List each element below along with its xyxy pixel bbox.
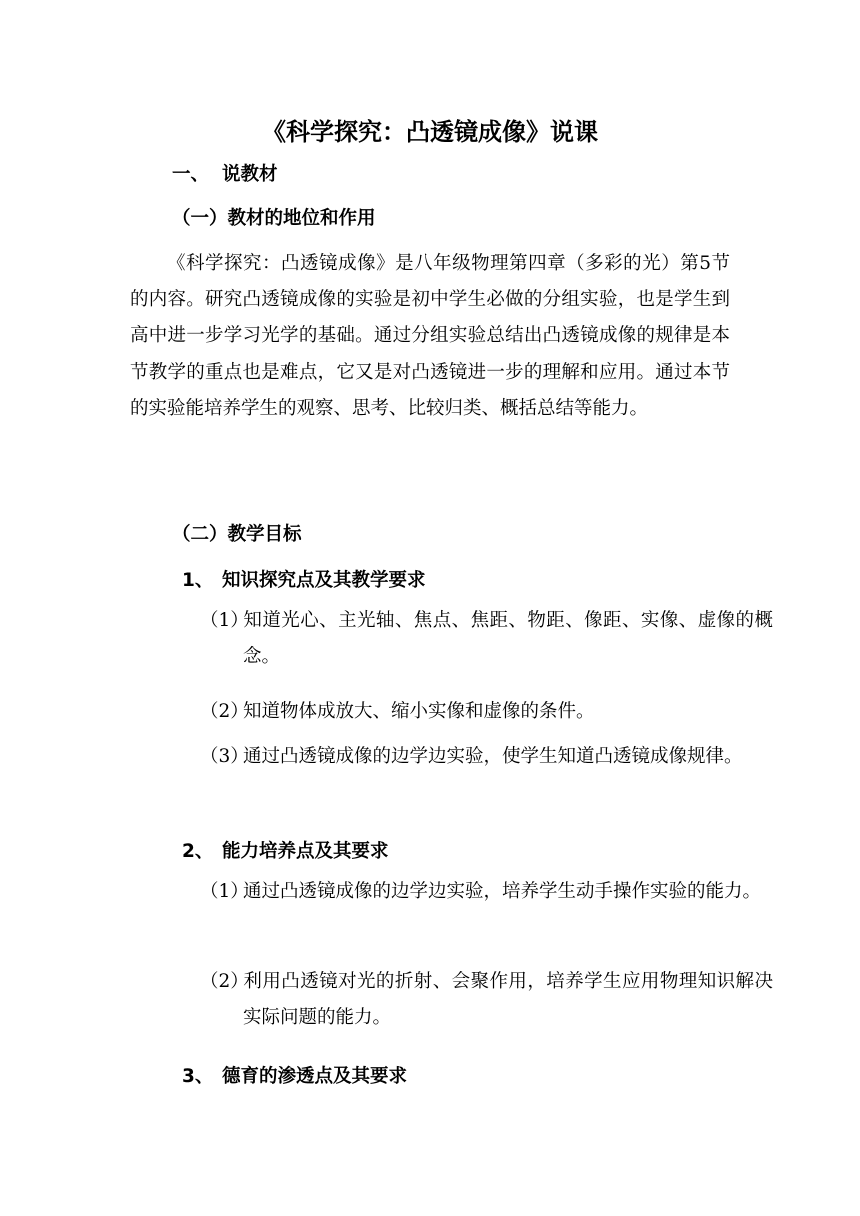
- section-heading: [172, 160, 278, 186]
- list-item: [200, 964, 773, 1036]
- goal-label: 知识探究点及其教学要求: [222, 570, 426, 591]
- goal-heading: [182, 837, 389, 863]
- goal-heading: [182, 566, 426, 592]
- goal-number: 1、: [182, 570, 214, 591]
- section-label: 说教材: [222, 164, 278, 185]
- goal-heading: [182, 1062, 407, 1088]
- section-number: 一、: [172, 164, 210, 185]
- item-text: 通过凸透镜成像的边学边实验，使学生知道凸透镜成像规律。: [243, 746, 743, 767]
- item-text: 利用凸透镜对光的折射、会聚作用，培养学生应用物理知识解决实际问题的能力。: [243, 971, 773, 1029]
- goal-label: 德育的渗透点及其要求: [222, 1066, 408, 1087]
- list-item: [200, 694, 773, 730]
- goal-number: 3、: [182, 1066, 214, 1087]
- list-item: [200, 739, 773, 775]
- item-marker: （1）: [200, 881, 249, 902]
- list-item: [200, 874, 773, 910]
- body-paragraph: 《科学探究：凸透镜成像》是八年级物理第四章（多彩的光）第5节的内容。研究凸透镜成像的实验是初中学生必做的分组实验，也是学生到高中进一步学习光学的基础。通过分组实验总结出凸透镜成像的规律是本节教学的重点也是难点，它又是对凸透镜进一步的理解和应用。通过本节的实验能培养学生的观察、思考、比较归类、概括总结等能力。: [130, 253, 730, 419]
- item-marker: （3）: [200, 746, 249, 767]
- item-marker: （2）: [200, 701, 249, 722]
- item-marker: （1）: [200, 610, 249, 631]
- item-text: 通过凸透镜成像的边学边实验，培养学生动手操作实验的能力。: [243, 881, 762, 902]
- subsection-heading: （二）教学目标: [172, 524, 302, 545]
- goal-number: 2、: [182, 841, 214, 862]
- item-marker: （2）: [200, 971, 249, 992]
- goal-label: 能力培养点及其要求: [222, 841, 389, 862]
- page-title: 《科学探究：凸透镜成像》说课: [262, 118, 598, 146]
- subsection-heading: （一）教材的地位和作用: [172, 208, 376, 229]
- item-text: 知道物体成放大、缩小实像和虚像的条件。: [243, 701, 595, 722]
- list-item: [200, 603, 773, 675]
- item-text: 知道光心、主光轴、焦点、焦距、物距、像距、实像、虚像的概念。: [243, 610, 773, 668]
